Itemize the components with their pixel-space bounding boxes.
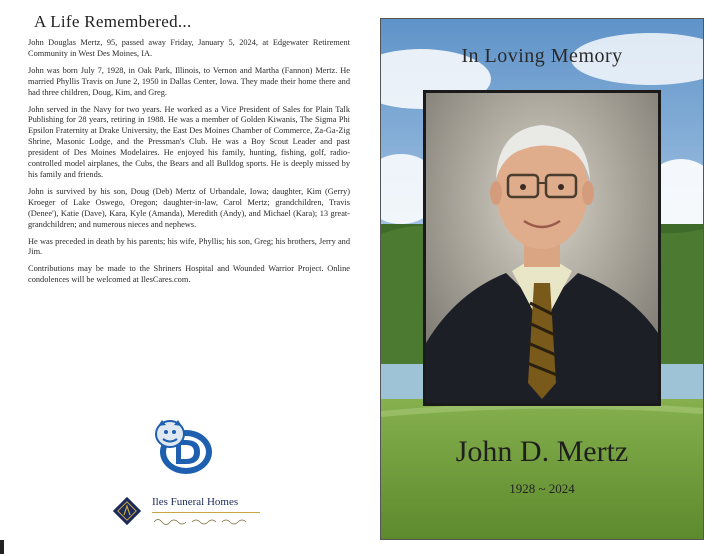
obituary-paragraph: John Douglas Mertz, 95, passed away Friday, January 5, 2024, at Edgewater Retirement Community in West Des Moines, IA.: [28, 38, 350, 58]
obituary-panel: [28, 12, 350, 292]
card-header: In Loving Memory: [461, 45, 623, 67]
obituary-paragraph: Contributions may be made to the Shriners Hospital and Wounded Warrior Project. Online condolences will be welcomed at IlesCares.com.: [28, 264, 350, 285]
funeral-home-mark: [112, 490, 262, 532]
funeral-home-divider: [152, 512, 260, 513]
page-edge-mark: [0, 540, 4, 554]
obituary-paragraph: He was preceded in death by his parents; his wife, Phyllis; his son, Greg; his brothers, Jerry and Jim.: [28, 236, 350, 257]
portrait-photo: [423, 90, 661, 406]
obituary-paragraph: John was born July 7, 1928, in Oak Park, Illinois, to Vernon and Martha (Fannon) Mertz. He married Phyllis Travis on June 2, 1950 in Dallas Center, Iowa. They made their home there and had three children, Doug, Kim, and Greg.: [28, 65, 350, 97]
script-tagline-icon: [152, 516, 252, 526]
diamond-monogram-icon: [112, 496, 142, 526]
life-dates: 1928 ~ 2024: [509, 481, 575, 496]
memorial-card: [380, 18, 704, 540]
deceased-name: John D. Mertz: [455, 435, 629, 468]
bulldog-logo-icon: [148, 412, 218, 478]
obituary-paragraph: John served in the Navy for two years. He worked as a Vice President of Sales for Plain Talk Publishing for 28 years, retiring in 1988. He was a member of Golden Kiwanis, The Sigma Phi Epsilon Fraternity at Drake University, the East Des Moines Chamber of Commerce, Za-Ga-Zig Shrine, Masonic Lodge, and the Pressman's Club. He was a Boy Scout Leader and past president of Des Moines Modelaires. He enjoyed his family, hunting, fishing, golf, radio-controlled model airplanes, the Cubs, the Bears and all Bulldog sports. He is deeply missed by his family and friends.: [28, 104, 350, 179]
portrait-image: [426, 93, 658, 403]
obituary-heading: A Life Remembered...: [34, 12, 192, 31]
obituary-paragraph: John is survived by his son, Doug (Deb) Mertz of Urbandale, Iowa; daughter, Kim (Gerry) Kroeger of Lake Oswego, Oregon; daughter-in-law, Carol Mertz; grandchildren, Travis (Denee'), Katie (Dave), Kara, Kyle (Amanda), Meredith (Andy), and Michael (Kara); 13 great-grandchildren; and numerous nieces and nephews.: [28, 186, 350, 229]
funeral-home-name: Iles Funeral Homes: [152, 496, 239, 508]
